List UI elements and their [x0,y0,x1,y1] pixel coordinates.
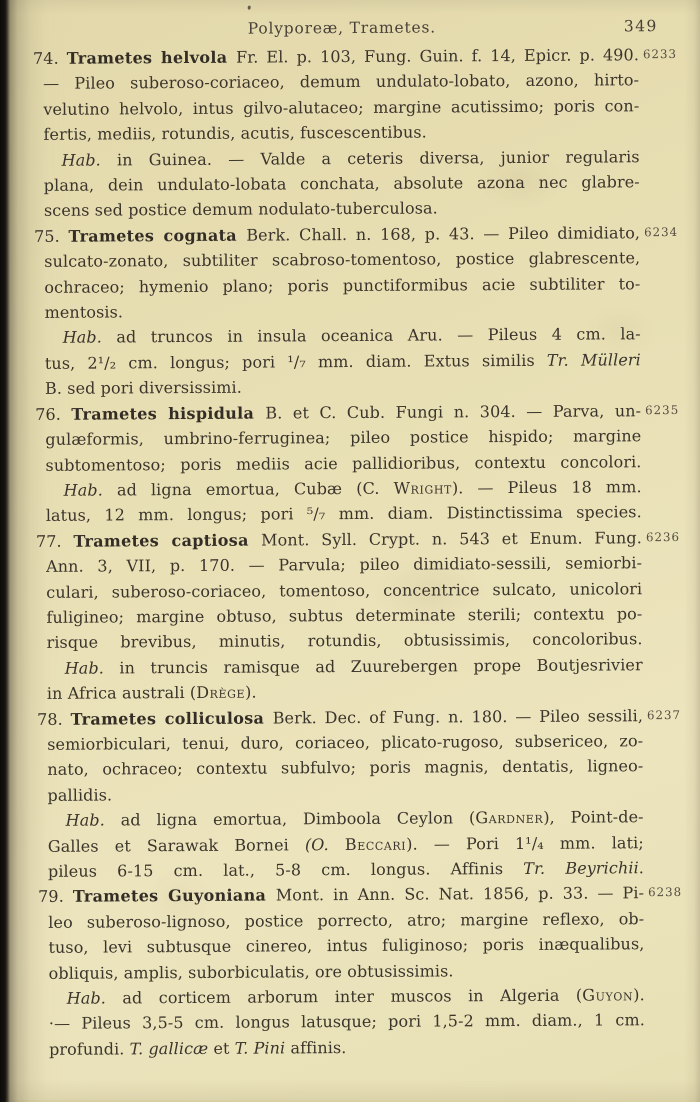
text-segment: ad ligna emortua, Dimboola Ceylon ( [104,808,476,830]
text-segment: Trametes colliculosa [70,708,273,729]
text-segment: ·— Pileus 3,5-5 cm. longus latusque; pori 1,5-2 mm. diam., 1 cm. [48,1010,645,1034]
text-segment: fertis, mediis, rotundis, acutis, fuscescentibus. [43,122,427,145]
text-segment: ). [633,985,645,1005]
text-segment: Hab. [65,810,105,830]
text-segment: B. sed pori diversissimi. [44,377,242,399]
text-line [3,982,645,1011]
text-segment: ad ligna emortua, Cubæ (C. [102,478,394,500]
text-segment: Berk. Chall. n. 168, p. 43. — Pileo dimidiato, [246,223,641,245]
margin-ref-number: 6233 [642,46,678,62]
text-segment: gulæformis, umbrino-ferruginea; pileo postice hispido; margine [45,426,642,449]
text-segment: . [638,858,645,878]
text-segment: ad corticem arborum inter muscos in Algeria ( [105,985,583,1008]
text-segment: leo suberoso-lignoso, postice porrecto, atro; margine reflexo, ob- [48,909,645,932]
species-entry [1,703,682,885]
text-segment: Hab. [62,327,102,348]
species-entry [0,525,680,707]
text-line [2,931,644,960]
text-segment: profundi. [48,1039,130,1059]
text-segment: in Guinea. — Valde a ceteris diversa, junior regularis [100,146,640,170]
text-line [2,804,644,833]
text-segment: Mont. Syll. Crypt. n. 543 et Enum. Fung. [261,527,642,550]
text-line [2,830,644,859]
text-line [2,855,644,884]
species-entry [0,220,679,402]
text-segment: Tr. Mülleri [546,350,641,370]
text-segment: semiorbiculari, tenui, duro, coriaceo, plicato-rugoso, subsericeo, zo- [47,731,644,754]
text-line [0,601,642,630]
text-segment: pileus 6-15 cm. lat., 5-8 cm. longus. Affinis [47,858,524,881]
text-segment: Tr. Beyrichii [523,858,639,878]
text-line [0,93,639,122]
text-line [3,1033,645,1062]
text-segment: Wright [393,478,452,498]
text-segment: ad truncos in insula oceanica Aru. — Pileus 4 cm. la- [101,324,641,347]
text-segment: Trametes captiosa [73,530,262,551]
text-line [0,144,640,173]
ink-speck [248,6,251,10]
text-line [0,525,642,554]
text-segment: tuso, levi subtusque cinereo, intus fuliginoso; poris inæqualibus, [48,934,645,958]
text-segment: obliquis, amplis, suborbiculatis, ore obtusissimis. [48,961,454,983]
text-segment: velutino helvolo, intus gilvo-alutaceo; margine acutissimo; poris con- [43,96,640,119]
text-segment: Beccari [344,834,407,854]
text-segment: T. gallicæ [129,1038,209,1059]
text-segment: culari, suberoso-coriaceo, tomentoso, concentrice sulcato, unicolori [46,578,643,602]
text-segment: fuligineo; margine obtuso, subtus determinate sterili; contextu po- [46,604,643,627]
text-segment: Berk. Dec. of Fung. n. 180. — Pileo sessili, [272,705,644,728]
text-segment: Trametes helvola [66,47,237,68]
text-segment: pallidis. [47,785,113,805]
text-segment: ), Point-de- [543,807,644,828]
text-segment: 76. [35,404,72,424]
text-line [0,195,640,224]
text-segment: affinis. [285,1037,347,1058]
species-entry [2,881,683,1063]
margin-ref-number: 6238 [648,885,683,900]
page-number: 349 [623,17,658,36]
text-segment: (O. [304,834,345,854]
text-segment: B. et C. Cub. Fungi n. 304. — Parva, un- [265,400,642,423]
text-segment: 78. [36,709,71,729]
margin-ref-number: 6234 [644,224,679,240]
text-line [0,220,640,249]
text-segment: Drège [196,682,246,703]
text-line [0,474,642,503]
text-segment: ). — Pori 1¹/₄ mm. lati; [406,832,644,854]
text-line [1,779,643,808]
text-line [2,881,644,910]
text-line [1,703,643,732]
text-segment: 75. [34,226,69,246]
text-line [0,500,642,529]
text-segment: in truncis ramisque ad Zuurebergen prope Boutjesrivier [103,654,643,678]
text-segment: et [208,1038,235,1058]
text-segment: Mont. in Ann. Sc. Nat. 1856, p. 33. — Pi- [275,883,645,905]
margin-ref-number: 6236 [645,529,680,544]
text-segment: ). — Pileus 18 mm. [451,477,642,498]
text-segment: ochraceo; hymenio plano; poris punctiformibus acie subtiliter to- [44,273,641,297]
text-line [0,169,640,198]
text-line [3,1008,645,1037]
text-segment: mentosis. [44,302,124,322]
text-segment: Guyon [582,985,634,1005]
text-line [0,68,639,97]
text-line [0,347,641,376]
text-line [0,245,640,274]
text-segment: Galles et Sarawak Bornei [47,834,305,856]
text-segment: plana, dein undulato-lobata conchata, absolute azona nec glabre- [43,172,640,195]
text-segment: nato, ochraceo; contextu subfulvo; poris magnis, dentatis, ligneo- [47,756,644,780]
running-header [0,17,697,43]
text-segment: 79. [38,887,73,907]
text-line [0,322,641,351]
text-line [1,728,643,757]
text-segment: Gardner [475,808,544,828]
text-segment: Ann. 3, VII, p. 170. — Parvula; pileo dimidiato-sessili, semiorbi- [46,553,643,576]
text-segment: Hab. [66,988,107,1008]
text-segment: subtomentoso; poris mediis acie pallidioribus, contextu concolori. [45,451,642,475]
text-segment: Hab. [61,150,101,170]
text-segment: sulcato-zonato, subtiliter scabroso-tomentoso, postice glabrescente, [44,248,641,272]
text-line [0,118,640,147]
text-segment: tus, 2¹/₂ cm. longus; pori ¹/₇ mm. diam. Extus similis [44,350,547,373]
margin-ref-number: 6237 [646,707,682,722]
text-segment: latus, 12 mm. longus; pori ⁵/₇ mm. diam. Distinctissima species. [45,502,642,526]
text-line [0,42,639,71]
text-line [1,652,643,681]
text-line [1,677,643,706]
text-line [0,627,642,656]
margin-ref-number: 6235 [645,402,680,417]
text-segment: Trametes hispidula [71,403,266,424]
text-line [0,576,642,605]
running-header-title: Polyporeæ, Trametes. [247,18,436,38]
text-segment: Trametes Guyoniana [72,885,276,907]
text-segment: T. Pini [234,1038,286,1058]
text-segment: ). [245,682,257,702]
text-line [0,449,642,478]
text-line [1,754,643,783]
text-line [2,906,644,935]
entries-column [0,42,683,1062]
text-segment: Fr. El. p. 103, Fung. Guin. f. 14, Epicr. p. 490. [235,45,640,67]
text-line [0,550,642,579]
text-segment: scens sed postice demum nodulato-tuberculosa. [43,198,438,221]
text-line [3,957,645,986]
text-segment: — Pileo suberoso-coriaceo, demum undulato-lobato, azono, hirto- [43,70,640,94]
text-segment: 74. [32,48,67,68]
text-line [0,271,640,300]
text-segment: in Africa australi ( [46,683,197,704]
text-line [0,423,641,452]
species-entry [0,398,680,529]
text-line [0,296,641,325]
text-segment: Hab. [63,480,103,500]
text-segment: Hab. [64,658,105,678]
text-line [0,398,641,427]
text-segment: 77. [35,531,74,551]
text-line [0,373,641,402]
species-entry [0,42,678,224]
text-segment: risque brevibus, minutis, rotundis, obtusissimis, concoloribus. [46,629,643,653]
text-segment: Trametes cognata [68,225,247,246]
